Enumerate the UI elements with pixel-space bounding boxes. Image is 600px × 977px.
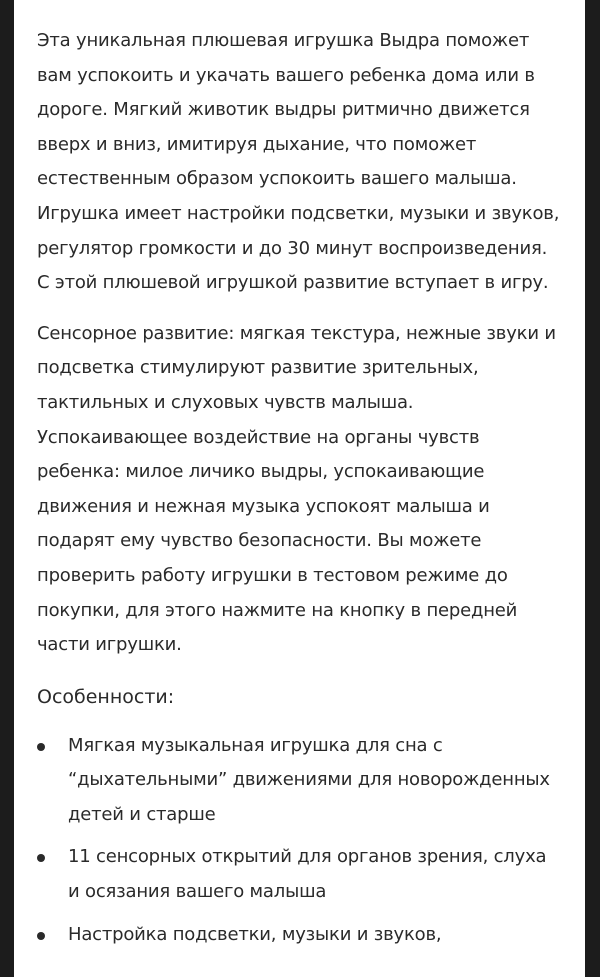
bullet-icon xyxy=(37,743,45,751)
product-description-card xyxy=(14,0,585,977)
list-item xyxy=(37,918,563,953)
list-item xyxy=(37,840,563,909)
features-list xyxy=(37,729,563,953)
description-paragraph-1: Эта уникальная плюшевая игрушка Выдра поможет вам успокоить и укачать вашего ребенка дома или в дороге. Мягкий животик выдры ритмично движется вверх и вниз, имитируя дыхание, что поможет естественным образом успокоить вашего малыша. Игрушка имеет настройки подсветки, музыки и звуков, регулятор громкости и до 30 минут воспроизведения. С этой плюшевой игрушкой развитие вступает в игру. xyxy=(37,30,560,294)
feature-text: Мягкая музыкальная игрушка для сна с “дыхательными” движениями для новорожденных детей и старше xyxy=(68,734,550,825)
list-item xyxy=(37,729,563,833)
description-paragraph-2: Сенсорное развитие: мягкая текстура, нежные звуки и подсветка стимулируют развитие зрительных, тактильных и слуховых чувств малыша. Успокаивающее воздействие на органы чувств ребенка: милое личико выдры, успокаивающие движения и нежная музыка успокоят малыша и подарят ему чувство безопасности. Вы можете проверить работу игрушки в тестовом режиме до покупки, для этого нажмите на кнопку в передней части игрушки. xyxy=(37,322,556,656)
features-heading: Особенности: xyxy=(37,685,175,708)
bullet-icon xyxy=(37,854,45,862)
feature-text: Настройка подсветки, музыки и звуков, xyxy=(68,923,442,945)
feature-text: 11 сенсорных открытий для органов зрения, слуха и осязания вашего малыша xyxy=(68,846,547,903)
bullet-icon xyxy=(37,932,45,940)
